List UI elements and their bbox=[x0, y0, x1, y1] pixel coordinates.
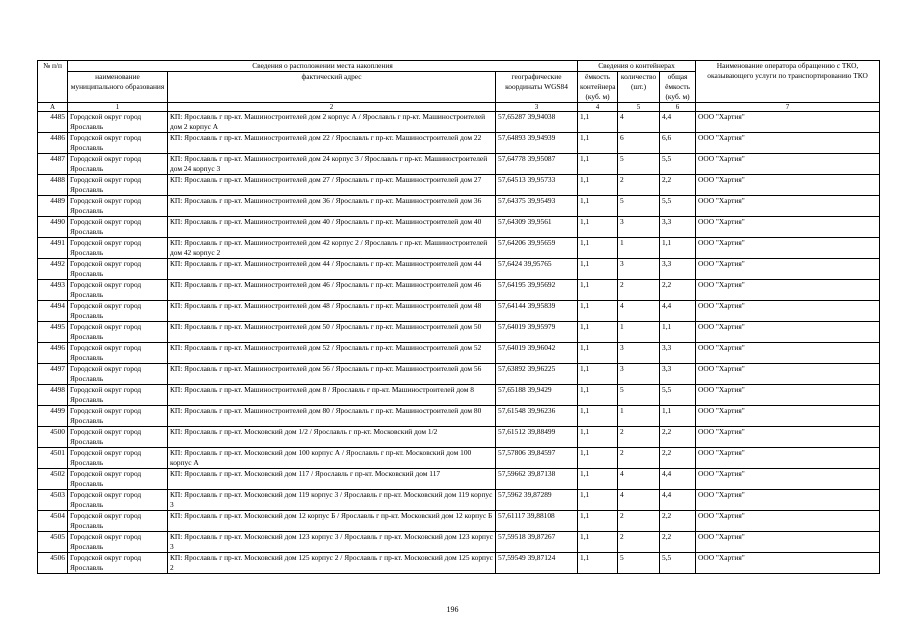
cell-municipality: Городской округ город Ярославль bbox=[68, 385, 168, 406]
cell-total: 4,4 bbox=[660, 301, 696, 322]
cell-count: 1 bbox=[618, 322, 660, 343]
cell-num: 4491 bbox=[38, 238, 68, 259]
cell-operator: ООО "Хартия" bbox=[696, 154, 880, 175]
table-body bbox=[38, 112, 880, 574]
cell-operator: ООО "Хартия" bbox=[696, 385, 880, 406]
cell-count: 5 bbox=[618, 154, 660, 175]
column-index: 1 bbox=[68, 103, 168, 112]
cell-num: 4503 bbox=[38, 490, 68, 511]
table-row bbox=[38, 322, 880, 343]
cell-capacity: 1,1 bbox=[578, 112, 618, 133]
header-operator: Наименование оператора обращению с ТКО, оказывающего услуги по транспортированию ТКО bbox=[696, 61, 880, 103]
cell-capacity: 1,1 bbox=[578, 217, 618, 238]
cell-num: 4495 bbox=[38, 322, 68, 343]
cell-capacity: 1,1 bbox=[578, 259, 618, 280]
cell-total: 1,1 bbox=[660, 238, 696, 259]
cell-count: 2 bbox=[618, 280, 660, 301]
cell-municipality: Городской округ город Ярославль bbox=[68, 553, 168, 574]
cell-operator: ООО "Хартия" bbox=[696, 133, 880, 154]
cell-count: 5 bbox=[618, 385, 660, 406]
table-row bbox=[38, 301, 880, 322]
cell-coords: 57,64206 39,95659 bbox=[496, 238, 578, 259]
cell-municipality: Городской округ город Ярославль bbox=[68, 406, 168, 427]
cell-address: КП: Ярославль г пр-кт. Московский дом 125 корпус 2 / Ярославль г пр-кт. Московский дом 125 корпус 2 bbox=[168, 553, 496, 574]
cell-municipality: Городской округ город Ярославль bbox=[68, 112, 168, 133]
cell-address: КП: Ярославль г пр-кт. Машиностроителей дом 50 / Ярославль г пр-кт. Машиностроителей дом 50 bbox=[168, 322, 496, 343]
header-municipality: наименование муниципального образования bbox=[68, 72, 168, 103]
cell-address: КП: Ярославль г пр-кт. Машиностроителей дом 27 / Ярославль г пр-кт. Машиностроителей дом 27 bbox=[168, 175, 496, 196]
table-row bbox=[38, 217, 880, 238]
cell-count: 4 bbox=[618, 490, 660, 511]
cell-operator: ООО "Хартия" bbox=[696, 427, 880, 448]
cell-count: 1 bbox=[618, 406, 660, 427]
cell-count: 3 bbox=[618, 364, 660, 385]
cell-municipality: Городской округ город Ярославль bbox=[68, 469, 168, 490]
column-index: 4 bbox=[578, 103, 618, 112]
cell-operator: ООО "Хартия" bbox=[696, 553, 880, 574]
table-row bbox=[38, 448, 880, 469]
cell-total: 3,3 bbox=[660, 217, 696, 238]
cell-count: 2 bbox=[618, 511, 660, 532]
cell-coords: 57,59518 39,87267 bbox=[496, 532, 578, 553]
header-address: фактический адрес bbox=[168, 72, 496, 103]
cell-coords: 57,64309 39,9561 bbox=[496, 217, 578, 238]
cell-capacity: 1,1 bbox=[578, 406, 618, 427]
cell-coords: 57,65188 39,9429 bbox=[496, 385, 578, 406]
header-containers-group: Сведения о контейнерах bbox=[578, 61, 696, 72]
cell-total: 5,5 bbox=[660, 154, 696, 175]
cell-municipality: Городской округ город Ярославль bbox=[68, 511, 168, 532]
header-coords: географические координаты WGS84 bbox=[496, 72, 578, 103]
table-row bbox=[38, 112, 880, 133]
cell-total: 5,5 bbox=[660, 385, 696, 406]
cell-capacity: 1,1 bbox=[578, 280, 618, 301]
cell-coords: 57,64893 39,94939 bbox=[496, 133, 578, 154]
cell-capacity: 1,1 bbox=[578, 238, 618, 259]
cell-count: 2 bbox=[618, 532, 660, 553]
cell-municipality: Городской округ город Ярославль bbox=[68, 343, 168, 364]
cell-coords: 57,61512 39,88499 bbox=[496, 427, 578, 448]
cell-num: 4489 bbox=[38, 196, 68, 217]
header-total: общая ёмкость (куб. м) bbox=[660, 72, 696, 103]
cell-operator: ООО "Хартия" bbox=[696, 406, 880, 427]
cell-address: КП: Ярославль г пр-кт. Машиностроителей дом 52 / Ярославль г пр-кт. Машиностроителей дом 52 bbox=[168, 343, 496, 364]
cell-coords: 57,65287 39,94038 bbox=[496, 112, 578, 133]
cell-num: 4499 bbox=[38, 406, 68, 427]
cell-num: 4498 bbox=[38, 385, 68, 406]
cell-address: КП: Ярославль г пр-кт. Машиностроителей дом 48 / Ярославль г пр-кт. Машиностроителей дом 48 bbox=[168, 301, 496, 322]
table-row bbox=[38, 427, 880, 448]
cell-capacity: 1,1 bbox=[578, 511, 618, 532]
table-row bbox=[38, 532, 880, 553]
cell-coords: 57,64778 39,95087 bbox=[496, 154, 578, 175]
cell-operator: ООО "Хартия" bbox=[696, 238, 880, 259]
cell-address: КП: Ярославль г пр-кт. Машиностроителей дом 46 / Ярославль г пр-кт. Машиностроителей дом 46 bbox=[168, 280, 496, 301]
column-index: 7 bbox=[696, 103, 880, 112]
table-row bbox=[38, 406, 880, 427]
table-row bbox=[38, 553, 880, 574]
cell-coords: 57,64144 39,95839 bbox=[496, 301, 578, 322]
cell-total: 1,1 bbox=[660, 322, 696, 343]
cell-municipality: Городской округ город Ярославль bbox=[68, 427, 168, 448]
cell-capacity: 1,1 bbox=[578, 133, 618, 154]
header-capacity: ёмкость контейнера (куб. м) bbox=[578, 72, 618, 103]
cell-address: КП: Ярославль г пр-кт. Московский дом 1/2 / Ярославль г пр-кт. Московский дом 1/2 bbox=[168, 427, 496, 448]
cell-count: 5 bbox=[618, 196, 660, 217]
cell-capacity: 1,1 bbox=[578, 154, 618, 175]
header-count: количество (шт.) bbox=[618, 72, 660, 103]
cell-capacity: 1,1 bbox=[578, 427, 618, 448]
cell-num: 4488 bbox=[38, 175, 68, 196]
cell-num: 4494 bbox=[38, 301, 68, 322]
cell-total: 2,2 bbox=[660, 511, 696, 532]
cell-num: 4496 bbox=[38, 343, 68, 364]
cell-operator: ООО "Хартия" bbox=[696, 280, 880, 301]
cell-capacity: 1,1 bbox=[578, 490, 618, 511]
cell-num: 4506 bbox=[38, 553, 68, 574]
table-row bbox=[38, 385, 880, 406]
cell-capacity: 1,1 bbox=[578, 301, 618, 322]
cell-capacity: 1,1 bbox=[578, 175, 618, 196]
cell-address: КП: Ярославль г пр-кт. Машиностроителей дом 40 / Ярославль г пр-кт. Машиностроителей дом 40 bbox=[168, 217, 496, 238]
cell-coords: 57,59549 39,87124 bbox=[496, 553, 578, 574]
table-row bbox=[38, 175, 880, 196]
cell-coords: 57,64375 39,95493 bbox=[496, 196, 578, 217]
cell-operator: ООО "Хартия" bbox=[696, 322, 880, 343]
cell-municipality: Городской округ город Ярославль bbox=[68, 196, 168, 217]
table-row bbox=[38, 511, 880, 532]
cell-total: 5,5 bbox=[660, 553, 696, 574]
cell-total: 2,2 bbox=[660, 175, 696, 196]
cell-address: КП: Ярославль г пр-кт. Московский дом 100 корпус А / Ярославль г пр-кт. Московский дом 100 корпус А bbox=[168, 448, 496, 469]
cell-operator: ООО "Хартия" bbox=[696, 217, 880, 238]
cell-operator: ООО "Хартия" bbox=[696, 259, 880, 280]
cell-total: 3,3 bbox=[660, 343, 696, 364]
cell-total: 6,6 bbox=[660, 133, 696, 154]
cell-municipality: Городской округ город Ярославль bbox=[68, 322, 168, 343]
column-index: 6 bbox=[660, 103, 696, 112]
table-row bbox=[38, 133, 880, 154]
cell-operator: ООО "Хартия" bbox=[696, 469, 880, 490]
cell-coords: 57,64195 39,95692 bbox=[496, 280, 578, 301]
cell-num: 4487 bbox=[38, 154, 68, 175]
table-row bbox=[38, 490, 880, 511]
cell-count: 3 bbox=[618, 217, 660, 238]
cell-capacity: 1,1 bbox=[578, 385, 618, 406]
table-row bbox=[38, 154, 880, 175]
cell-municipality: Городской округ город Ярославль bbox=[68, 532, 168, 553]
cell-municipality: Городской округ город Ярославль bbox=[68, 364, 168, 385]
cell-total: 5,5 bbox=[660, 196, 696, 217]
cell-total: 3,3 bbox=[660, 259, 696, 280]
cell-address: КП: Ярославль г пр-кт. Машиностроителей дом 8 / Ярославль г пр-кт. Машиностроителей дом 8 bbox=[168, 385, 496, 406]
cell-municipality: Городской округ город Ярославль bbox=[68, 154, 168, 175]
cell-municipality: Городской округ город Ярославль bbox=[68, 217, 168, 238]
cell-coords: 57,61117 39,88108 bbox=[496, 511, 578, 532]
cell-coords: 57,6424 39,95765 bbox=[496, 259, 578, 280]
cell-municipality: Городской округ город Ярославль bbox=[68, 133, 168, 154]
column-index-row bbox=[38, 103, 880, 112]
cell-count: 6 bbox=[618, 133, 660, 154]
cell-coords: 57,61548 39,96236 bbox=[496, 406, 578, 427]
header-num: № п/п bbox=[38, 61, 68, 103]
cell-num: 4493 bbox=[38, 280, 68, 301]
cell-total: 4,4 bbox=[660, 490, 696, 511]
cell-num: 4486 bbox=[38, 133, 68, 154]
cell-num: 4492 bbox=[38, 259, 68, 280]
cell-coords: 57,64513 39,95733 bbox=[496, 175, 578, 196]
cell-num: 4504 bbox=[38, 511, 68, 532]
cell-total: 1,1 bbox=[660, 406, 696, 427]
cell-operator: ООО "Хартия" bbox=[696, 511, 880, 532]
cell-address: КП: Ярославль г пр-кт. Московский дом 123 корпус 3 / Ярославль г пр-кт. Московский дом 123 корпус 3 bbox=[168, 532, 496, 553]
cell-capacity: 1,1 bbox=[578, 469, 618, 490]
page-number: 196 bbox=[446, 605, 459, 614]
cell-count: 2 bbox=[618, 175, 660, 196]
cell-address: КП: Ярославль г пр-кт. Машиностроителей дом 44 / Ярославль г пр-кт. Машиностроителей дом 44 bbox=[168, 259, 496, 280]
registry-table bbox=[37, 60, 880, 574]
table-row bbox=[38, 280, 880, 301]
cell-count: 4 bbox=[618, 469, 660, 490]
cell-count: 1 bbox=[618, 238, 660, 259]
cell-num: 4505 bbox=[38, 532, 68, 553]
cell-coords: 57,57806 39,84597 bbox=[496, 448, 578, 469]
table-row bbox=[38, 196, 880, 217]
table-row bbox=[38, 238, 880, 259]
cell-address: КП: Ярославль г пр-кт. Машиностроителей дом 56 / Ярославль г пр-кт. Машиностроителей дом 56 bbox=[168, 364, 496, 385]
cell-num: 4502 bbox=[38, 469, 68, 490]
table-row bbox=[38, 469, 880, 490]
cell-operator: ООО "Хартия" bbox=[696, 364, 880, 385]
cell-total: 2,2 bbox=[660, 427, 696, 448]
cell-operator: ООО "Хартия" bbox=[696, 448, 880, 469]
cell-municipality: Городской округ город Ярославль bbox=[68, 175, 168, 196]
cell-count: 2 bbox=[618, 427, 660, 448]
cell-operator: ООО "Хартия" bbox=[696, 301, 880, 322]
cell-num: 4485 bbox=[38, 112, 68, 133]
cell-capacity: 1,1 bbox=[578, 343, 618, 364]
cell-coords: 57,63892 39,96225 bbox=[496, 364, 578, 385]
cell-operator: ООО "Хартия" bbox=[696, 175, 880, 196]
cell-operator: ООО "Хартия" bbox=[696, 196, 880, 217]
cell-capacity: 1,1 bbox=[578, 196, 618, 217]
cell-municipality: Городской округ город Ярославль bbox=[68, 301, 168, 322]
cell-operator: ООО "Хартия" bbox=[696, 490, 880, 511]
column-index: А bbox=[38, 103, 68, 112]
cell-num: 4500 bbox=[38, 427, 68, 448]
cell-coords: 57,5962 39,87289 bbox=[496, 490, 578, 511]
cell-capacity: 1,1 bbox=[578, 553, 618, 574]
cell-num: 4501 bbox=[38, 448, 68, 469]
cell-num: 4490 bbox=[38, 217, 68, 238]
column-index: 2 bbox=[168, 103, 496, 112]
cell-operator: ООО "Хартия" bbox=[696, 532, 880, 553]
cell-coords: 57,64019 39,95979 bbox=[496, 322, 578, 343]
cell-address: КП: Ярославль г пр-кт. Машиностроителей дом 24 корпус 3 / Ярославль г пр-кт. Машиностроителей дом 24 корпус 3 bbox=[168, 154, 496, 175]
cell-count: 3 bbox=[618, 343, 660, 364]
cell-capacity: 1,1 bbox=[578, 532, 618, 553]
cell-total: 4,4 bbox=[660, 112, 696, 133]
cell-address: КП: Ярославль г пр-кт. Машиностроителей дом 36 / Ярославль г пр-кт. Машиностроителей дом 36 bbox=[168, 196, 496, 217]
cell-num: 4497 bbox=[38, 364, 68, 385]
column-index: 3 bbox=[496, 103, 578, 112]
cell-total: 2,2 bbox=[660, 448, 696, 469]
cell-address: КП: Ярославль г пр-кт. Машиностроителей дом 2 корпус А / Ярославль г пр-кт. Машиностроителей дом 2 корпус А bbox=[168, 112, 496, 133]
cell-coords: 57,64019 39,96042 bbox=[496, 343, 578, 364]
cell-municipality: Городской округ город Ярославль bbox=[68, 490, 168, 511]
cell-operator: ООО "Хартия" bbox=[696, 112, 880, 133]
cell-count: 5 bbox=[618, 553, 660, 574]
cell-count: 4 bbox=[618, 301, 660, 322]
cell-address: КП: Ярославль г пр-кт. Машиностроителей дом 42 корпус 2 / Ярославль г пр-кт. Машиностроителей дом 42 корпус 2 bbox=[168, 238, 496, 259]
cell-address: КП: Ярославль г пр-кт. Московский дом 12 корпус Б / Ярославль г пр-кт. Московский дом 12 корпус Б bbox=[168, 511, 496, 532]
cell-coords: 57,59662 39,87138 bbox=[496, 469, 578, 490]
cell-count: 3 bbox=[618, 259, 660, 280]
cell-capacity: 1,1 bbox=[578, 448, 618, 469]
cell-capacity: 1,1 bbox=[578, 322, 618, 343]
cell-address: КП: Ярославль г пр-кт. Московский дом 117 / Ярославль г пр-кт. Московский дом 117 bbox=[168, 469, 496, 490]
column-index: 5 bbox=[618, 103, 660, 112]
header-location-group: Сведения о расположении места накопления bbox=[68, 61, 578, 72]
table-row bbox=[38, 259, 880, 280]
cell-total: 2,2 bbox=[660, 532, 696, 553]
table-row bbox=[38, 364, 880, 385]
cell-count: 2 bbox=[618, 448, 660, 469]
cell-municipality: Городской округ город Ярославль bbox=[68, 259, 168, 280]
cell-municipality: Городской округ город Ярославль bbox=[68, 448, 168, 469]
cell-municipality: Городской округ город Ярославль bbox=[68, 238, 168, 259]
cell-address: КП: Ярославль г пр-кт. Машиностроителей дом 22 / Ярославль г пр-кт. Машиностроителей дом 22 bbox=[168, 133, 496, 154]
cell-operator: ООО "Хартия" bbox=[696, 343, 880, 364]
cell-total: 2,2 bbox=[660, 280, 696, 301]
cell-count: 4 bbox=[618, 112, 660, 133]
cell-address: КП: Ярославль г пр-кт. Машиностроителей дом 80 / Ярославль г пр-кт. Машиностроителей дом 80 bbox=[168, 406, 496, 427]
cell-capacity: 1,1 bbox=[578, 364, 618, 385]
cell-total: 3,3 bbox=[660, 364, 696, 385]
cell-municipality: Городской округ город Ярославль bbox=[68, 280, 168, 301]
cell-address: КП: Ярославль г пр-кт. Московский дом 119 корпус 3 / Ярославль г пр-кт. Московский дом 119 корпус 3 bbox=[168, 490, 496, 511]
table-row bbox=[38, 343, 880, 364]
cell-total: 4,4 bbox=[660, 469, 696, 490]
